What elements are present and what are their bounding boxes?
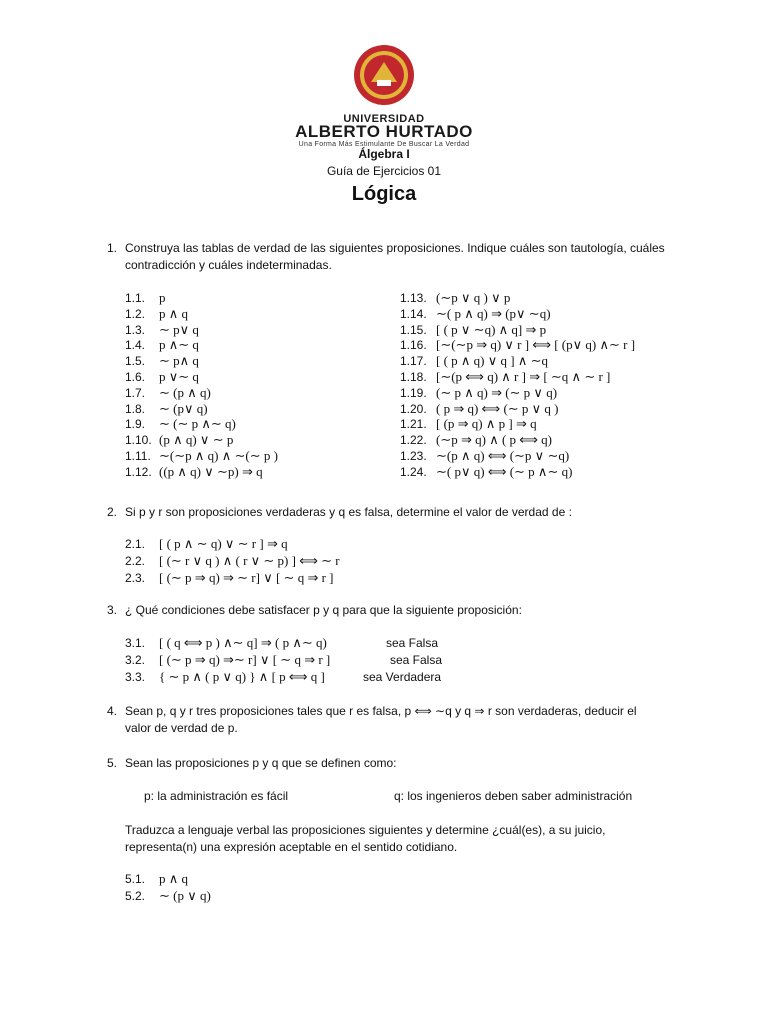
q1-left-item-expression: ∼ (p∨ q) [159,400,208,416]
guide-title: Guía de Ejercicios 01 [326,164,442,178]
q1-right-item-expression: [ ( p ∧ q) ∨ q ] ∧ ∼q [436,353,549,369]
q1-right-item-expression: (∼p ∨ q ) ∨ p [436,290,511,305]
q1-right-item-number: 1.18. [400,370,427,384]
q2-number: 2. [107,505,118,519]
q1-left-item-number: 1.11. [125,449,151,463]
q1-left-item-expression: ((p ∧ q) ∨ ∼p) ⇒ q [159,463,263,479]
q1-right-item-number: 1.13. [400,291,427,305]
q1-right-item-expression: ( p ⇒ q) ⟺ (∼ p ∨ q ) [436,400,559,416]
q1-right-item-expression: [ (p ⇒ q) ∧ p ] ⇒ q [436,416,537,432]
q1-left-item-number: 1.3. [125,322,146,337]
q1-left-item-expression: p ∧∼ q [159,337,199,353]
q1-left-item-number: 1.2. [125,306,146,321]
university-seal-icon [353,44,415,106]
q1-left-item-expression: ∼ p∨ q [159,321,199,337]
q1-left-item-expression: ∼ p∧ q [159,353,199,369]
q4-line2: valor de verdad de p. [125,721,238,735]
university-motto: Una Forma Más Estimulante De Buscar La Verdad [298,141,470,148]
q3-item-number: 3.3. [125,670,146,684]
q1-left-item-expression: (p ∧ q) ∨ ∼ p [159,432,234,448]
q1-right-item-expression: [∼(p ⟺ q) ∧ r ] ⇒ [ ∼q ∧ ∼ r ] [436,369,611,384]
q4-number: 4. [107,704,118,718]
q3-text: ¿ Qué condiciones debe satisfacer p y q para que la siguiente proposición: [125,603,522,617]
q1-left-item-number: 1.6. [125,370,146,384]
q1-left-item-number: 1.5. [125,354,146,369]
q1-left-item-number: 1.8. [125,401,146,416]
q1-right-item-number: 1.16. [400,338,427,353]
q1-left-item-expression: p ∧ q [159,305,189,321]
q1-right-item-expression: [∼(∼p ⇒ q) ∨ r ] ⟺ [ (p∨ q) ∧∼ r ] [436,337,636,353]
q5-item-expression: p ∧ q [159,871,189,886]
q1-right-item-number: 1.24. [400,464,427,479]
q3-item-expression: [ ( q ⟺ p ) ∧∼ q] ⇒ ( p ∧∼ q) [159,635,327,650]
q1-left-item-number: 1.9. [125,417,146,432]
q1-left-item-number: 1.10. [125,433,152,448]
q1-right-item-expression: ∼( p ∧ q) ⇒ (p∨ ∼q) [436,305,551,321]
q3-item-expression: { ∼ p ∧ ( p ∨ q) } ∧ [ p ⟺ q ] [159,669,325,684]
q1-right-item-number: 1.14. [400,306,427,321]
q1-right-item-expression: (∼p ⇒ q) ∧ ( p ⟺ q) [436,432,553,448]
q1-right-item-number: 1.19. [400,385,427,400]
q1-right-item-number: 1.15. [400,322,427,337]
course-title: Álgebra I [358,147,410,161]
q1-left-item-number: 1.7. [125,385,146,400]
q2-item-expression: [ ( p ∧ ∼ q) ∨ ∼ r ] ⇒ q [159,536,288,551]
q1-left-item-expression: ∼ (∼ p ∧∼ q) [159,416,236,432]
q5-text: Sean las proposiciones p y q que se definen como: [125,756,397,770]
q3-item-condition: sea Falsa [390,653,443,667]
q2-item-number: 2.1. [125,537,146,551]
q1-left-item-expression: p [159,290,166,305]
q2-item-number: 2.2. [125,554,146,568]
q2-item-expression: [ (∼ r ∨ q ) ∧ ( r ∨ ∼ p) ] ⟺ ∼ r [159,553,340,568]
q5-item-number: 5.2. [125,889,146,903]
page-title: Lógica [351,183,417,205]
q2-item-number: 2.3. [125,571,146,585]
university-name-line1: UNIVERSIDAD [343,113,425,125]
q1-right-item-expression: ∼(p ∧ q) ⟺ (∼p ∨ ∼q) [436,448,570,463]
q3-item-condition: sea Falsa [386,636,439,650]
q1-right-item-number: 1.23. [400,449,427,463]
q1-left-item-expression: ∼ (p ∧ q) [159,384,211,400]
q5-q-definition: q: los ingenieros deben saber administración [394,789,633,803]
q1-left-item-number: 1.1. [125,291,146,305]
q5-p-definition: p: la administración es fácil [144,789,289,803]
q1-right-item-expression: [ ( p ∨ ∼q) ∧ q] ⇒ p [436,321,547,337]
q3-item-expression: [ (∼ p ⇒ q) ⇒∼ r] ∨ [ ∼ q ⇒ r ] [159,652,331,667]
q1-right-item-expression: ∼( p∨ q) ⟺ (∼ p ∧∼ q) [436,463,573,479]
q1-right-item-number: 1.22. [400,433,427,448]
q1-right-item-number: 1.17. [400,354,427,369]
q1-right-item-expression: (∼ p ∧ q) ⇒ (∼ p ∨ q) [436,384,558,400]
q3-number: 3. [107,603,118,617]
q2-item-expression: [ (∼ p ⇒ q) ⇒ ∼ r] ∨ [ ∼ q ⇒ r ] [159,570,334,585]
q1-right-item-number: 1.21. [400,417,427,432]
q5-instructions: Traduzca a lenguaje verbal las proposiciones siguientes y determine ¿cuál(es), a su juicio, representa(n) una expresión aceptable en el sentido cotidiano. [125,823,606,854]
university-name-line2: ALBERTO HURTADO [295,122,473,141]
q1-text: Construya las tablas de verdad de las siguientes proposiciones. Indique cuáles son tautología, cuáles contradicción y cuáles indeterminadas. [125,241,665,272]
q1-left-item-expression: ∼(∼p ∧ q) ∧ ∼(∼ p ) [159,448,278,463]
q2-text: Si p y r son proposiciones verdaderas y q es falsa, determine el valor de verdad de : [125,505,572,519]
q1-number: 1. [107,241,118,255]
q5-number: 5. [107,756,118,770]
q1-left-item-number: 1.4. [125,338,146,353]
q1-left-item-expression: p ∨∼ q [159,369,199,384]
q3-item-condition: sea Verdadera [363,670,442,684]
q3-item-number: 3.1. [125,636,146,650]
q4-line1: Sean p, q y r tres proposiciones tales que r es falsa, p ⟺ ∼q y q ⇒ r son verdaderas, deducir el [125,704,637,718]
university-logo [0,44,768,148]
q3-item-number: 3.2. [125,653,146,667]
q1-right-item-number: 1.20. [400,401,427,416]
q5-item-expression: ∼ (p ∨ q) [159,888,211,903]
q5-item-number: 5.1. [125,872,146,886]
q1-left-item-number: 1.12. [125,464,152,479]
